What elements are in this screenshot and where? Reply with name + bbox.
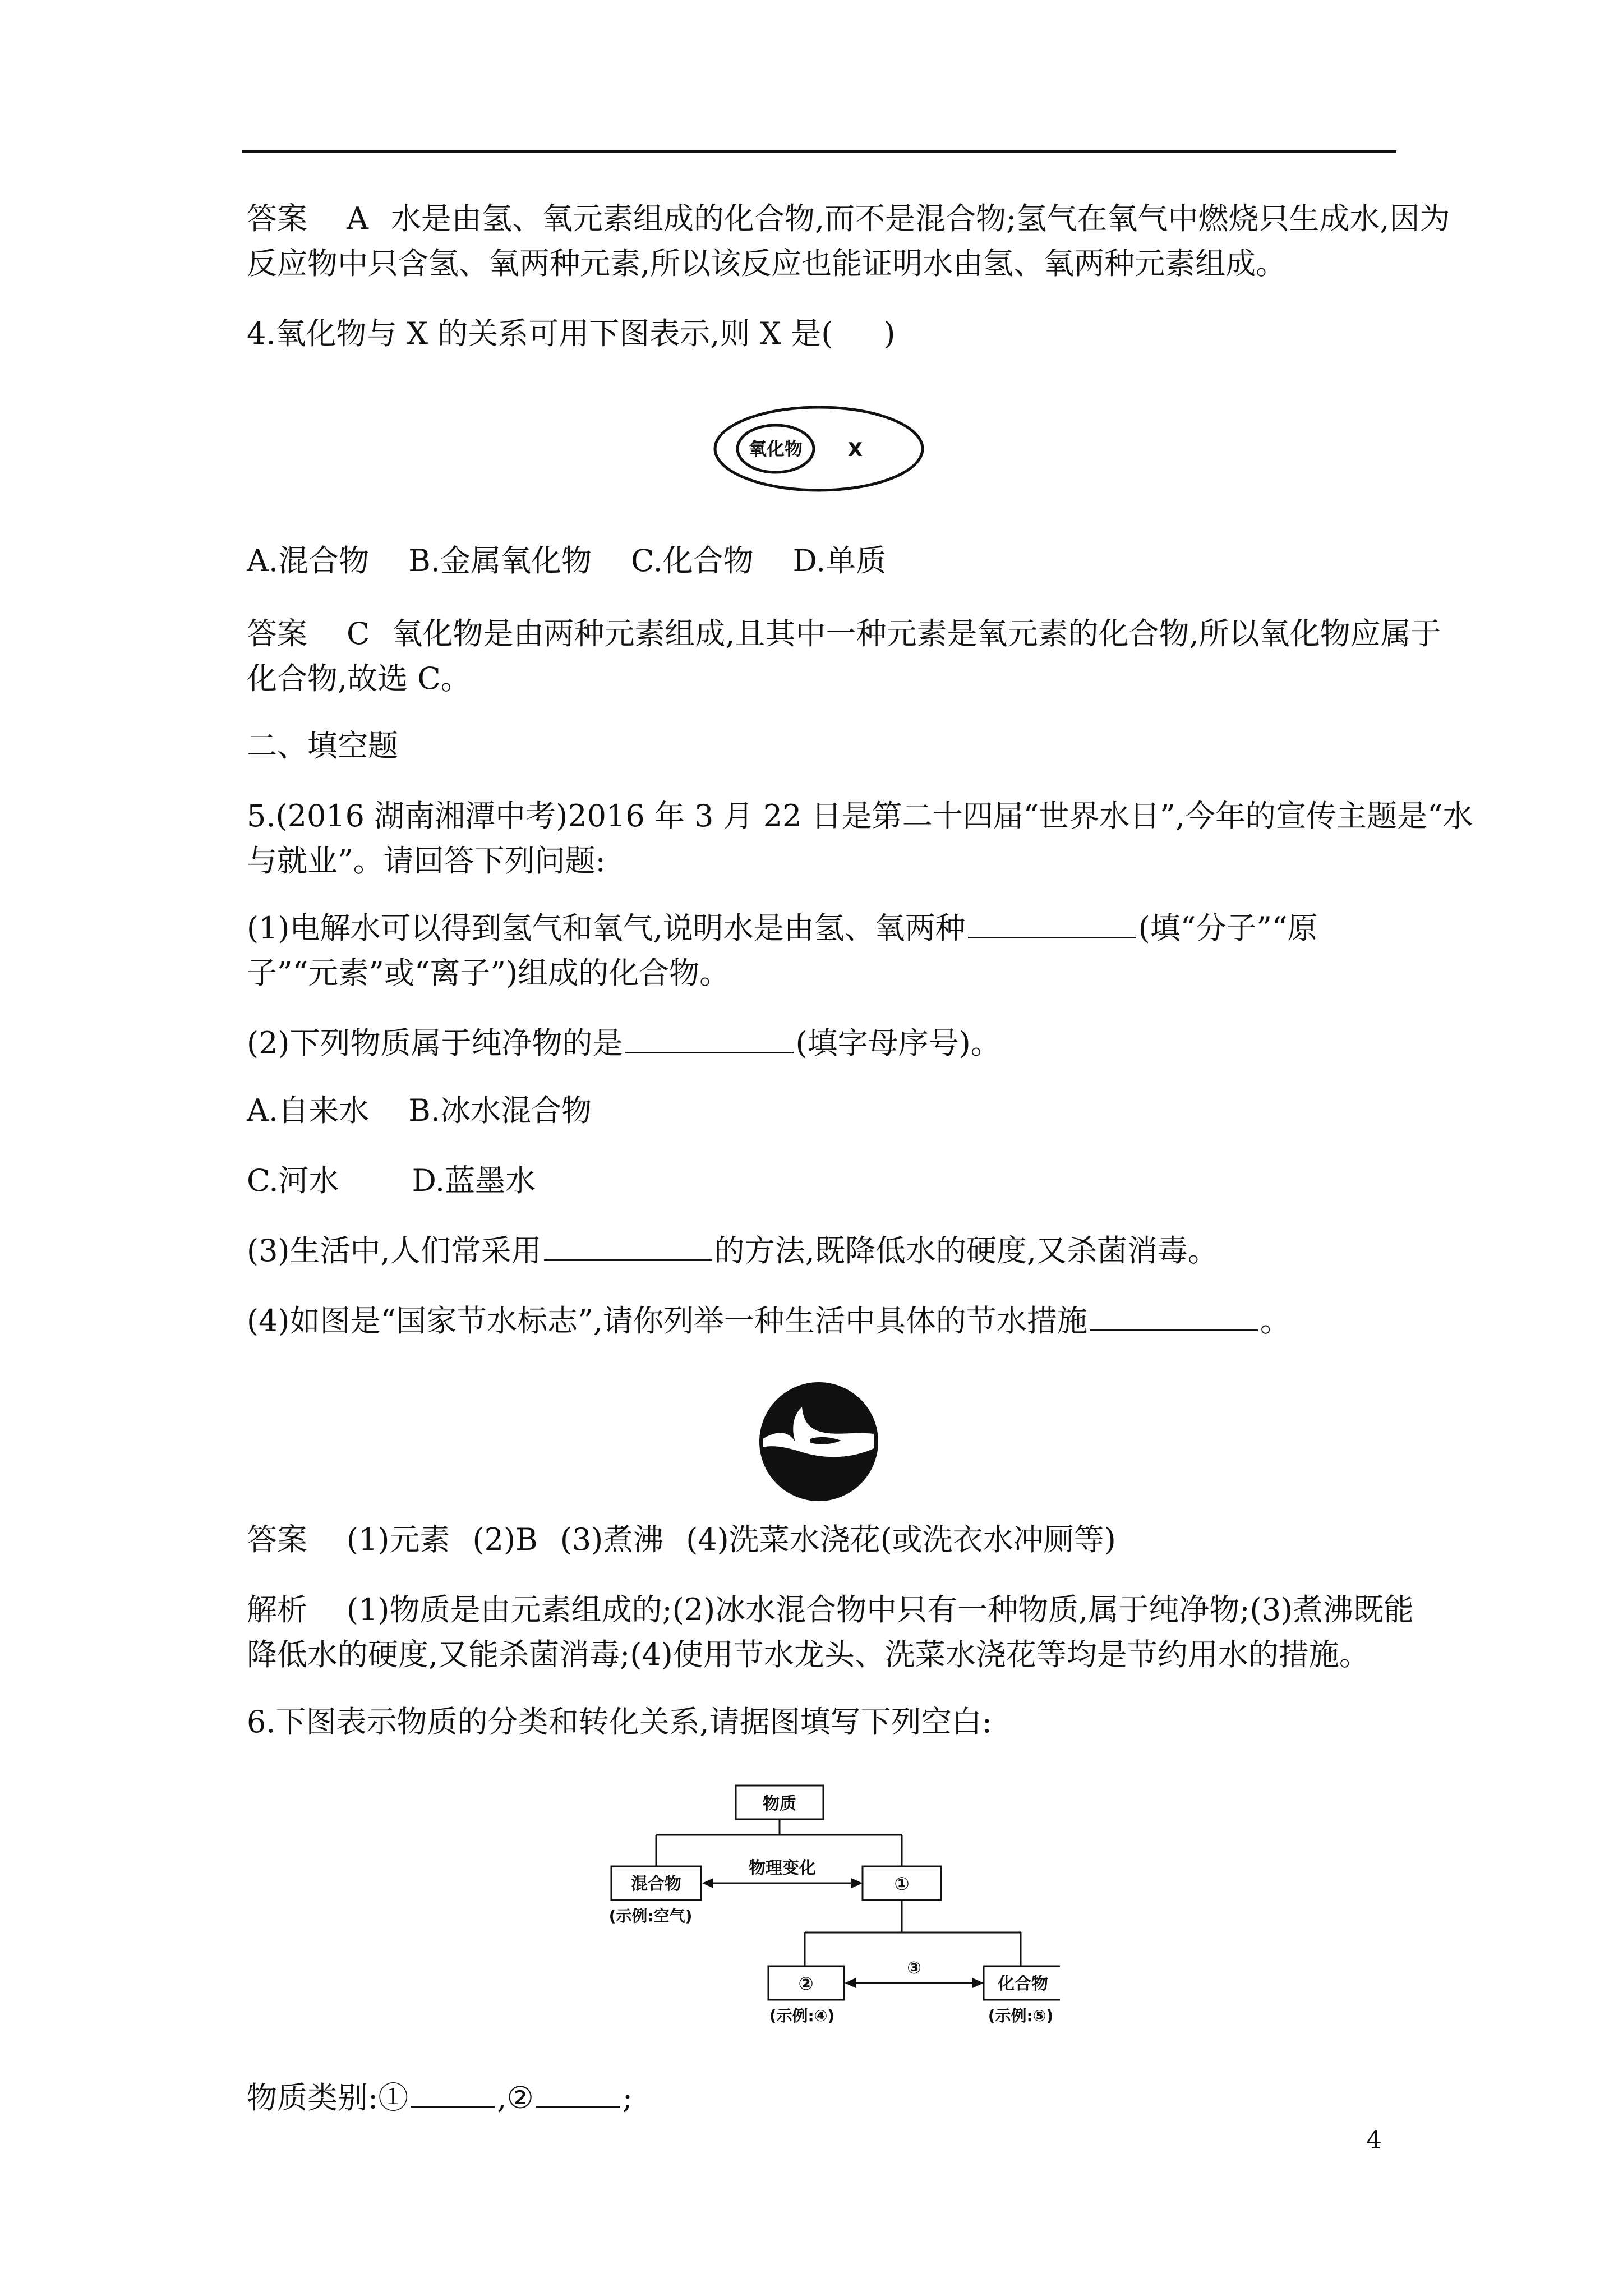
analysis5-label: 解析 xyxy=(247,1592,307,1627)
page-number: 4 xyxy=(1366,2126,1382,2155)
physical-change-label: 物理变化 xyxy=(749,1858,816,1878)
water-saving-logo-icon xyxy=(757,1380,880,1503)
q5-part4-text-b: 。 xyxy=(1260,1303,1290,1338)
q6-classification-diagram xyxy=(594,1781,1060,2039)
q5-part2-text-a: (2)下列物质属于纯净物的是 xyxy=(247,1025,623,1061)
answer4-line1 xyxy=(247,611,1441,656)
q4-set-diagram xyxy=(712,404,925,494)
q4-option-a[interactable]: A.混合物 xyxy=(247,543,370,578)
analysis5-line1 xyxy=(247,1588,1414,1632)
q4-stem xyxy=(247,311,895,356)
q4-stem-end: ) xyxy=(883,316,896,351)
answer4-text1: 氧化物是由两种元素组成,且其中一种元素是氧元素的化合物,所以氧化物应属于 xyxy=(392,616,1441,651)
q5-line2: 与就业”。请回答下列问题: xyxy=(247,843,606,878)
answer4-label: 答案 xyxy=(247,616,307,651)
q4-option-b[interactable]: B.金属氧化物 xyxy=(408,543,592,578)
q6-fill-text-c: ; xyxy=(622,2080,633,2115)
q4-stem-text: 4.氧化物与 X 的关系可用下图表示,则 X 是( xyxy=(247,316,833,351)
q5-option-c[interactable]: C.河水 xyxy=(247,1163,339,1198)
q5-part1-line2: 子”“元素”或“离子”)组成的化合物。 xyxy=(247,955,730,991)
answer3-text1: 水是由氢、氧元素组成的化合物,而不是混合物;氢气在氧气中燃烧只生成水,因为 xyxy=(391,201,1450,236)
answer3-label: 答案 xyxy=(247,201,307,236)
answer4-choice: C xyxy=(347,616,370,651)
q6-fill-text-b: ,② xyxy=(497,2080,534,2115)
answer5-part1: (1)元素 xyxy=(347,1522,450,1557)
answer5 xyxy=(247,1517,1116,1562)
compound-example: (示例:⑤) xyxy=(988,2007,1054,2025)
analysis5-text1: (1)物质是由元素组成的;(2)冰水混合物中只有一种物质,属于纯净物;(3)煮沸既能 xyxy=(347,1592,1414,1627)
q6-fill-line xyxy=(247,2076,633,2120)
box-substance-label: 物质 xyxy=(763,1794,796,1814)
outer-set-label: X xyxy=(847,439,863,461)
arrow-head-right xyxy=(851,1878,863,1888)
box-mixture-label: 混合物 xyxy=(631,1874,681,1894)
q6-blank-1[interactable] xyxy=(411,2081,495,2108)
q4-option-d[interactable]: D.单质 xyxy=(792,543,887,578)
q5-line1: 5.(2016 湖南湘潭中考)2016 年 3 月 22 日是第二十四届“世界水日”,今年的宣传主题是“水 xyxy=(247,798,1473,834)
q5-options-row2 xyxy=(247,1158,536,1203)
box-circle-1-label: ① xyxy=(894,1873,910,1894)
box-compound-label: 化合物 xyxy=(998,1974,1048,1994)
q5-option-d[interactable]: D.蓝墨水 xyxy=(412,1163,536,1198)
q6-fill-text-a: 物质类别:① xyxy=(247,2080,409,2115)
analysis5-line2: 降低水的硬度,又能杀菌消毒;(4)使用节水龙头、洗菜水浇花等均是节约用水的措施。 xyxy=(247,1637,1370,1672)
q5-part1-blank[interactable] xyxy=(968,911,1136,938)
q4-options xyxy=(247,539,886,583)
mixture-example: (示例:空气) xyxy=(608,1907,693,1925)
arrow-head-left-2 xyxy=(845,1978,856,1988)
circle-2-example: (示例:④) xyxy=(769,2007,835,2025)
outer-set-ellipse xyxy=(715,407,923,490)
q5-option-a[interactable]: A.自来水 xyxy=(247,1093,370,1128)
q4-option-c[interactable]: C.化合物 xyxy=(631,543,754,578)
answer4-line2: 化合物,故选 C。 xyxy=(247,661,471,696)
q5-part2 xyxy=(247,1021,1001,1066)
q5-part4-blank[interactable] xyxy=(1090,1304,1258,1331)
q5-part4 xyxy=(247,1299,1290,1343)
q5-options-row1 xyxy=(247,1088,592,1133)
q5-part2-text-b: (填字母序号)。 xyxy=(795,1025,1001,1061)
q5-part1-text-b: (填“分子”“原 xyxy=(1138,910,1318,946)
q5-part3-blank[interactable] xyxy=(544,1234,712,1261)
answer5-part4: (4)洗菜水浇花(或洗衣水冲厕等) xyxy=(686,1522,1116,1557)
answer3-choice: A xyxy=(347,201,368,236)
arrow-head-left xyxy=(702,1878,713,1888)
answer3-line1 xyxy=(247,196,1450,241)
box-circle-2-label: ② xyxy=(798,1973,814,1994)
q5-part1-text-a: (1)电解水可以得到氢气和氧气,说明水是由氢、氧两种 xyxy=(247,910,966,946)
q5-part3-text-a: (3)生活中,人们常采用 xyxy=(247,1233,542,1268)
q5-option-b[interactable]: B.冰水混合物 xyxy=(408,1093,592,1128)
inner-set-label: 氧化物 xyxy=(748,438,803,459)
q5-part2-blank[interactable] xyxy=(625,1026,794,1053)
answer3-line2: 反应物中只含氢、氧两种元素,所以该反应也能证明水由氢、氧两种元素组成。 xyxy=(247,246,1287,281)
header-rule xyxy=(242,150,1396,153)
q6-stem: 6.下图表示物质的分类和转化关系,请据图填写下列空白: xyxy=(247,1704,992,1740)
answer5-label: 答案 xyxy=(247,1522,307,1557)
q5-part3-text-b: 的方法,既降低水的硬度,又杀菌消毒。 xyxy=(714,1233,1218,1268)
q5-part4-text-a: (4)如图是“国家节水标志”,请你列举一种生活中具体的节水措施 xyxy=(247,1303,1087,1338)
q5-part1-line1 xyxy=(247,906,1318,951)
q5-part3 xyxy=(247,1228,1218,1273)
section-title: 二、填空题 xyxy=(247,728,398,763)
answer5-part3: (3)煮沸 xyxy=(560,1522,664,1557)
answer5-part2: (2)B xyxy=(472,1522,538,1557)
conversion-label: ③ xyxy=(907,1958,921,1978)
arrow-head-right-2 xyxy=(972,1978,984,1988)
q6-blank-2[interactable] xyxy=(536,2081,620,2108)
